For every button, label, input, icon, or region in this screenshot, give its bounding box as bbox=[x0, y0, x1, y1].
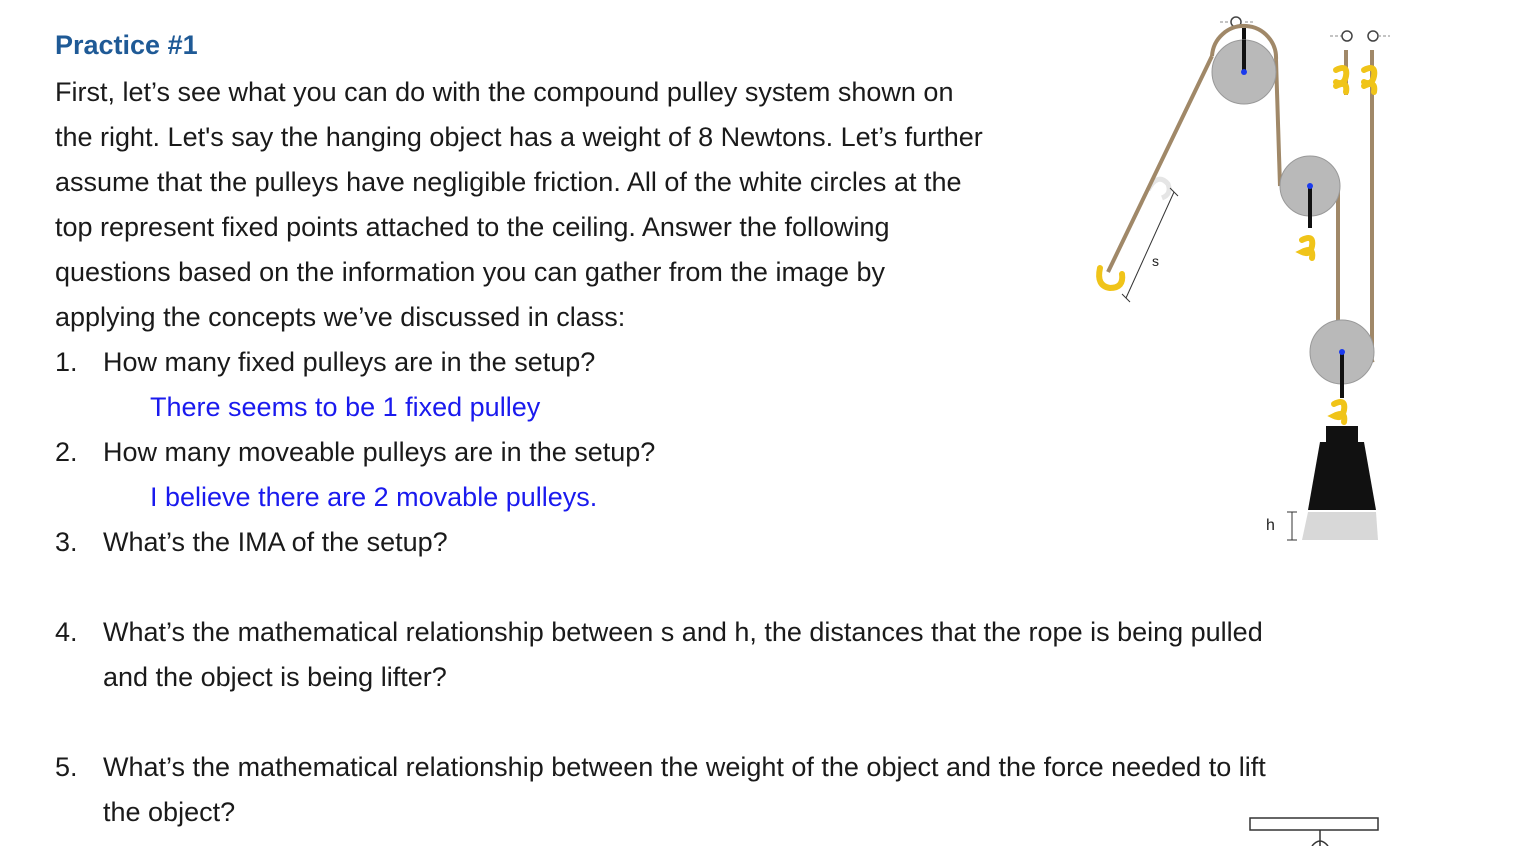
intro-line: First, let’s see what you can do with the compound pulley system shown on bbox=[55, 77, 954, 107]
intro-line: questions based on the information you can gather from the image by bbox=[55, 257, 885, 287]
intro-line: assume that the pulleys have negligible friction. All of the white circles at the bbox=[55, 167, 962, 197]
ceiling-anchor-right bbox=[1368, 31, 1390, 41]
label-h: h bbox=[1266, 517, 1275, 534]
distance-s-marker bbox=[1122, 188, 1178, 302]
distance-h-marker bbox=[1287, 512, 1297, 540]
movable-pulley-upper bbox=[1280, 156, 1340, 228]
question-text: What’s the mathematical relationship between s and h, the distances that the rope is being pulled bbox=[103, 617, 1263, 647]
question-number: 1. bbox=[55, 347, 78, 377]
question-number: 3. bbox=[55, 527, 78, 557]
movable-pulley-lower bbox=[1310, 320, 1374, 398]
question-text-continued: and the object is being lifter? bbox=[103, 662, 447, 692]
question-number: 4. bbox=[55, 617, 78, 647]
ceiling-anchor-middle bbox=[1330, 31, 1352, 41]
question-number: 2. bbox=[55, 437, 78, 467]
question-text: How many moveable pulleys are in the setup? bbox=[103, 437, 656, 467]
question-1 bbox=[55, 340, 595, 385]
question-text-continued: the object? bbox=[103, 797, 236, 827]
question-text: What’s the IMA of the setup? bbox=[103, 527, 448, 557]
intro-line: applying the concepts we’ve discussed in class: bbox=[55, 302, 626, 332]
next-diagram-ceiling bbox=[1240, 800, 1400, 846]
intro-paragraph bbox=[55, 70, 1085, 340]
question-number: 5. bbox=[55, 752, 78, 782]
question-5 bbox=[55, 745, 1266, 835]
question-text: What’s the mathematical relationship between the weight of the object and the force needed to lift bbox=[103, 752, 1266, 782]
intro-line: top represent fixed points attached to the ceiling. Answer the following bbox=[55, 212, 890, 242]
hanging-weight bbox=[1302, 426, 1378, 540]
intro-line: the right. Let's say the hanging object has a weight of 8 Newtons. Let’s further bbox=[55, 122, 983, 152]
practice-heading: Practice #1 bbox=[55, 30, 198, 60]
answer-2: I believe there are 2 movable pulleys. bbox=[150, 482, 598, 512]
label-s: s bbox=[1152, 253, 1159, 269]
pulley-diagram bbox=[1080, 0, 1530, 560]
answer-1: There seems to be 1 fixed pulley bbox=[150, 392, 541, 422]
question-text: How many fixed pulleys are in the setup? bbox=[103, 347, 596, 377]
question-4 bbox=[55, 610, 1263, 700]
fixed-pulley bbox=[1212, 28, 1276, 104]
question-2 bbox=[55, 430, 655, 475]
question-3 bbox=[55, 520, 448, 565]
